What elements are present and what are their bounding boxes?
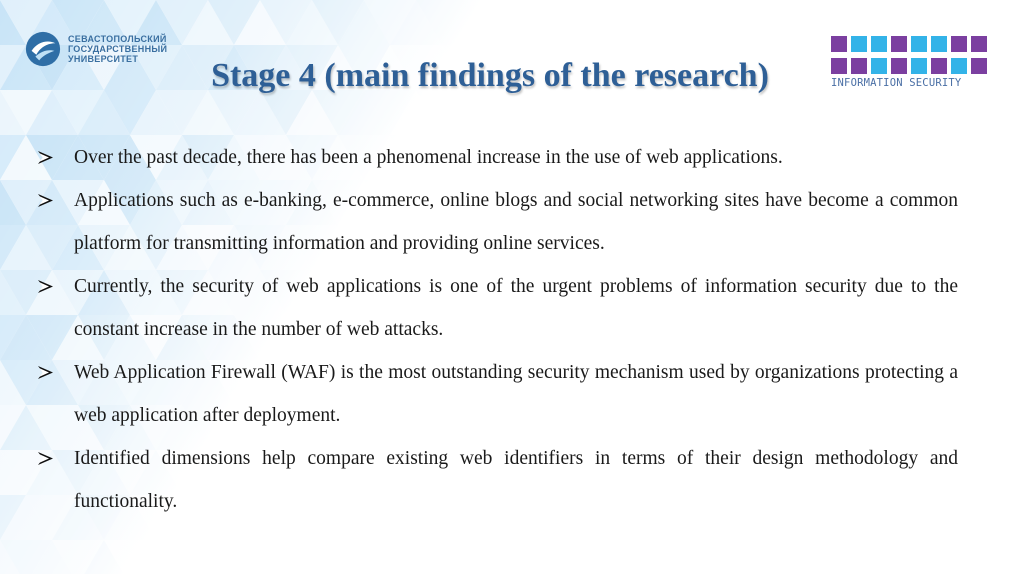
list-item-text: Identified dimensions help compare existing web identifiers in terms of their design methodology and functionality. — [74, 448, 958, 512]
arrow-bullet-icon — [38, 351, 54, 394]
list-item-text: Over the past decade, there has been a phenomenal increase in the use of web applications. — [74, 147, 783, 168]
university-name-line: СЕВАСТОПОЛЬСКИЙ — [68, 34, 167, 44]
logo-square — [971, 36, 987, 52]
logo-square — [971, 58, 987, 74]
logo-square — [891, 36, 907, 52]
list-item — [38, 437, 958, 523]
logo-square — [851, 36, 867, 52]
arrow-bullet-icon — [38, 265, 54, 308]
list-item — [38, 136, 958, 179]
logo-square — [931, 36, 947, 52]
list-item — [38, 179, 958, 265]
logo-square — [951, 58, 967, 74]
list-item — [38, 351, 958, 437]
list-item-text: Currently, the security of web applications is one of the urgent problems of information security due to the constant increase in the number of web attacks. — [74, 276, 958, 340]
logo-square — [911, 36, 927, 52]
university-name-line: УНИВЕРСИТЕТ — [68, 54, 139, 64]
arrow-bullet-icon — [38, 437, 54, 480]
logo-square — [931, 58, 947, 74]
arrow-bullet-icon — [38, 179, 54, 222]
logo-square — [891, 58, 907, 74]
list-item — [38, 265, 958, 351]
slide-title: Stage 4 (main findings of the research) — [211, 57, 769, 94]
logo-square — [831, 58, 847, 74]
logo-square — [831, 36, 847, 52]
logo-square — [951, 36, 967, 52]
findings-list — [38, 136, 958, 523]
logo-square — [871, 58, 887, 74]
list-item-text: Web Application Firewall (WAF) is the most outstanding security mechanism used by organizations protecting a web application after deployment. — [74, 362, 958, 426]
logo-square — [851, 58, 867, 74]
list-item-text: Applications such as e-banking, e-commerce, online blogs and social networking sites have become a common platform for transmitting information and providing online services. — [74, 190, 958, 254]
logo-squares-grid — [831, 36, 995, 74]
arrow-bullet-icon — [38, 136, 54, 179]
information-security-logo — [831, 36, 995, 89]
logo-square — [911, 58, 927, 74]
university-name-line: ГОСУДАРСТВЕННЫЙ — [68, 44, 168, 54]
information-security-label: INFORMATION SECURITY — [831, 77, 962, 89]
logo-square — [871, 36, 887, 52]
